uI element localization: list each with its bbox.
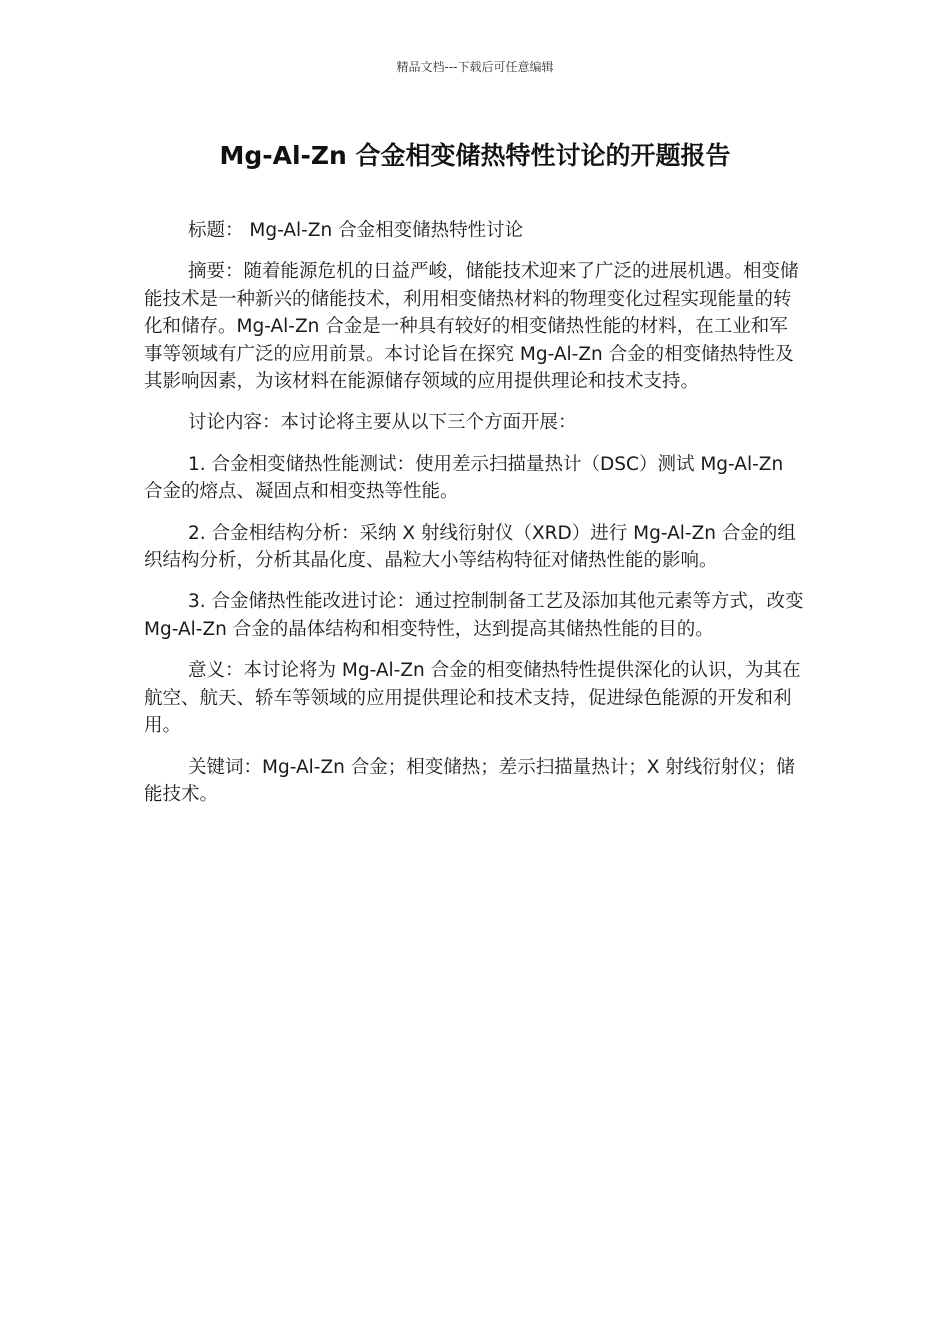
paragraph-item-3: 3. 合金储热性能改进讨论：通过控制制备工艺及添加其他元素等方式，改变 Mg-Al-Zn 合金的晶体结构和相变特性，达到提高其储热性能的目的。 [144, 591, 804, 640]
paragraph-abstract: 摘要：随着能源危机的日益严峻，储能技术迎来了广泛的进展机遇。相变储能技术是一种新兴的储能技术，利用相变储热材料的物理变化过程实现能量的转化和储存。Mg-Al-Zn 合金是一种具有较好的相变储热性能的材料，在工业和军事等领域有广泛的应用前景。本讨论旨在探究 Mg-Al-Zn 合金的相变储热特性及其影响因素，为该材料在能源储存领域的应用提供理论和技术支持。 [144, 261, 799, 393]
paragraph-keywords: 关键词：Mg-Al-Zn 合金；相变储热；差示扫描量热计；X 射线衍射仪；储能技术。 [144, 756, 795, 805]
header-note: 精品文档---下载后可任意编辑 [396, 60, 554, 74]
document-body [144, 217, 806, 822]
paragraph-item-1: 1. 合金相变储热性能测试：使用差示扫描量热计（DSC）测试 Mg-Al-Zn 合金的熔点、凝固点和相变热等性能。 [144, 453, 784, 503]
paragraph-title-line: 标题： Mg-Al-Zn 合金相变储热特性讨论 [188, 220, 524, 241]
paragraph-research-content: 讨论内容：本讨论将主要从以下三个方面开展： [188, 412, 577, 434]
document-title: Mg-Al-Zn 合金相变储热特性讨论的开题报告 [219, 141, 731, 170]
paragraph-item-2: 2. 合金相结构分析：采纳 X 射线衍射仪（XRD）进行 Mg-Al-Zn 合金的组织结构分析，分析其晶化度、晶粒大小等结构特征对储热性能的影响。 [144, 522, 796, 572]
paragraph-significance: 意义：本讨论将为 Mg-Al-Zn 合金的相变储热特性提供深化的认识，为其在航空、航天、轿车等领域的应用提供理论和技术支持，促进绿色能源的开发和利用。 [144, 660, 801, 737]
